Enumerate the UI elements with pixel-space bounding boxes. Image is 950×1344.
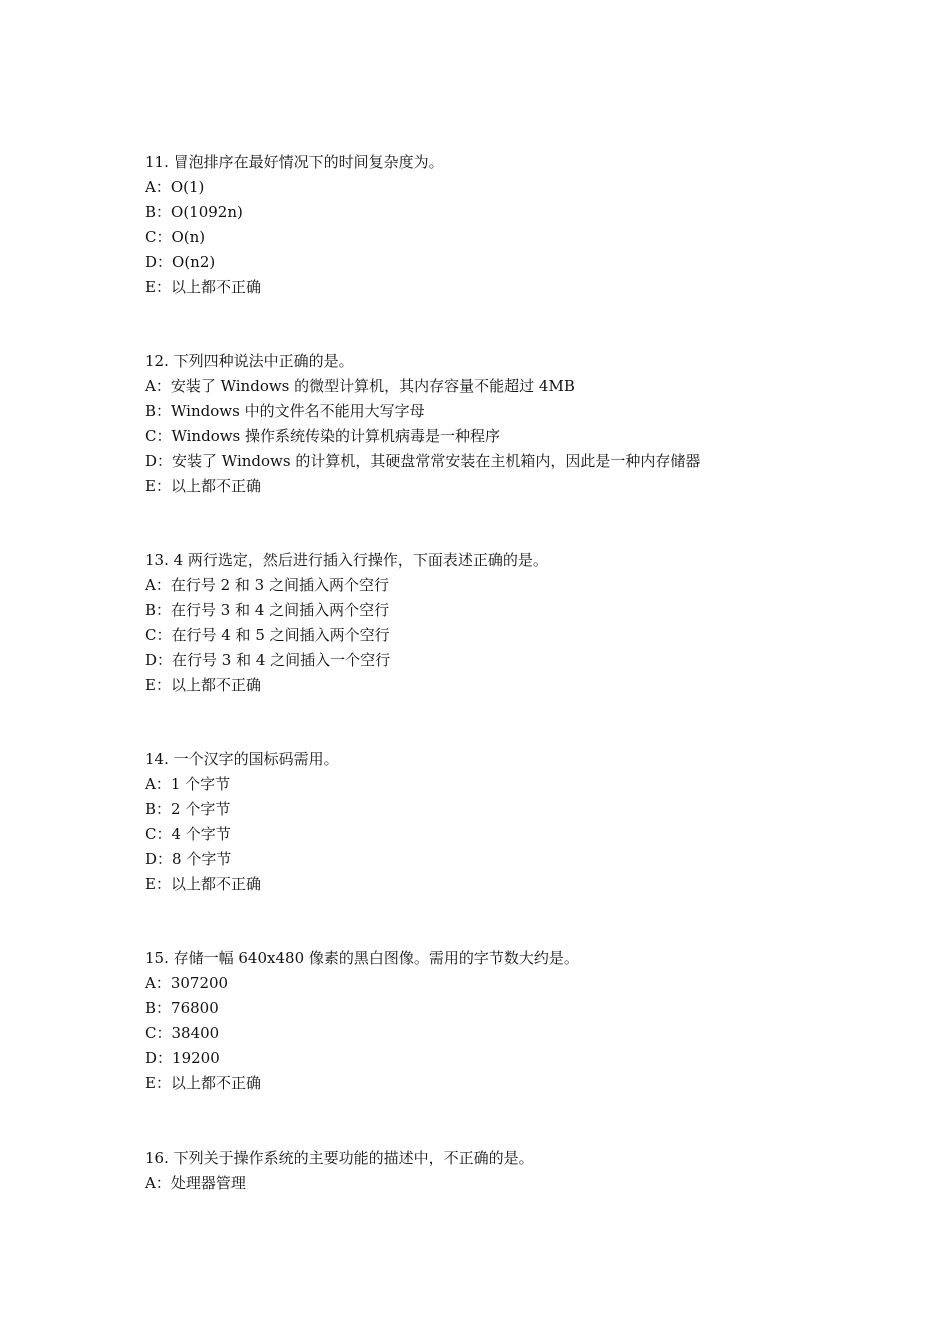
option-a: A：安装了 Windows 的微型计算机，其内存容量不能超过 4MB — [145, 377, 575, 395]
question-stem: 12. 下列四种说法中正确的是。 — [145, 352, 354, 370]
option-b: B：2 个字节 — [145, 800, 231, 818]
option-c: C：4 个字节 — [145, 825, 231, 843]
option-d: D：8 个字节 — [145, 850, 232, 868]
option-a: A：处理器管理 — [145, 1174, 246, 1192]
option-c: C：O(n) — [145, 228, 206, 246]
option-e: E：以上都不正确 — [145, 278, 261, 296]
option-a: A：在行号 2 和 3 之间插入两个空行 — [145, 576, 389, 594]
question-stem: 13. 4 两行选定，然后进行插入行操作，下面表述正确的是。 — [145, 551, 548, 569]
option-a: A：O(1) — [145, 178, 205, 196]
option-e: E：以上都不正确 — [145, 477, 261, 495]
question-12 — [145, 349, 845, 499]
option-d: D：在行号 3 和 4 之间插入一个空行 — [145, 651, 391, 669]
option-b: B：O(1092n) — [145, 203, 243, 221]
option-c: C：在行号 4 和 5 之间插入两个空行 — [145, 626, 390, 644]
option-e: E：以上都不正确 — [145, 676, 261, 694]
option-a: A：1 个字节 — [145, 775, 231, 793]
option-d: D：19200 — [145, 1049, 220, 1067]
option-e: E：以上都不正确 — [145, 875, 261, 893]
option-d: D：安装了 Windows 的计算机，其硬盘常常安装在主机箱内，因此是一种内存储器 — [145, 452, 701, 470]
question-13 — [145, 548, 845, 698]
question-stem: 16. 下列关于操作系统的主要功能的描述中，不正确的是。 — [145, 1149, 534, 1167]
option-c: C：38400 — [145, 1024, 220, 1042]
option-e: E：以上都不正确 — [145, 1074, 261, 1092]
question-14 — [145, 747, 845, 897]
option-c: C：Windows 操作系统传染的计算机病毒是一种程序 — [145, 427, 501, 445]
option-d: D：O(n2) — [145, 253, 216, 271]
option-b: B：Windows 中的文件名不能用大写字母 — [145, 402, 425, 420]
question-stem: 14. 一个汉字的国标码需用。 — [145, 750, 339, 768]
option-a: A：307200 — [145, 974, 229, 992]
question-stem: 11. 冒泡排序在最好情况下的时间复杂度为。 — [145, 153, 444, 171]
option-b: B：76800 — [145, 999, 219, 1017]
question-15 — [145, 946, 845, 1096]
option-b: B：在行号 3 和 4 之间插入两个空行 — [145, 601, 390, 619]
question-11 — [145, 150, 845, 300]
question-stem: 15. 存储一幅 640x480 像素的黑白图像。需用的字节数大约是。 — [145, 949, 579, 967]
question-16 — [145, 1146, 845, 1196]
